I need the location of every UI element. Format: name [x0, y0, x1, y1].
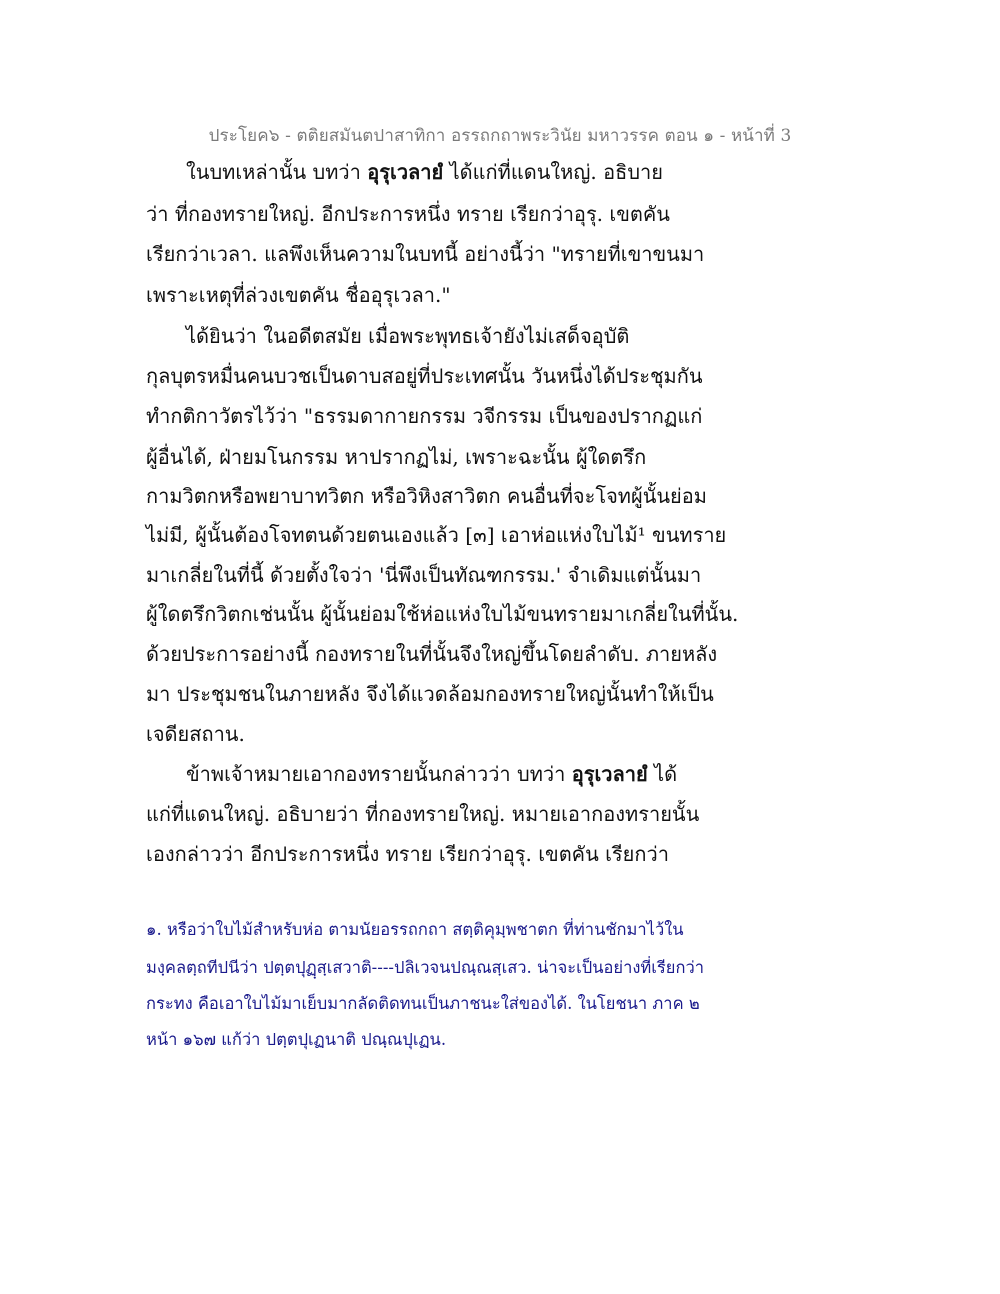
pali-term-bold: อุรุเวลายํ	[571, 762, 648, 786]
body-text: ได้แก่ที่แดนใหญ่. อธิบาย	[443, 160, 663, 184]
body-line: เจดียสถาน.	[146, 722, 245, 746]
body-line: ผู้ใดตรึกวิตกเช่นนั้น ผู้นั้นย่อมใช้ห่อแห่งใบไม้ขนทรายมาเกลี่ยในที่นั้น.	[146, 602, 739, 626]
body-line: มา ประชุมชนในภายหลัง จึงได้แวดล้อมกองทรายใหญ่นั้นทำให้เป็น	[146, 682, 714, 706]
footnote-line: กระทง คือเอาใบไม้มาเย็บมากลัดติดทนเป็นภาชนะใส่ของได้. ในโยชนา ภาค ๒	[146, 994, 700, 1013]
body-line: มาเกลี่ยในที่นี้ ด้วยตั้งใจว่า 'นี่พึงเป็นทัณฑกรรม.' จำเดิมแต่นั้นมา	[146, 563, 702, 587]
footnote-line: หน้า ๑๖๗ แก้ว่า ปตฺตปุเฏนาติ ปณฺณปุเฏน.	[146, 1030, 447, 1049]
body-line: ด้วยประการอย่างนี้ กองทรายในที่นั้นจึงใหญ่ขึ้นโดยลำดับ. ภายหลัง	[146, 642, 718, 666]
body-text: ข้าพเจ้าหมายเอากองทรายนั้นกล่าวว่า บทว่า	[186, 762, 572, 786]
running-header: ประโยค๖ - ตติยสมันตปาสาทิกา อรรถกถาพระวินัย มหาวรรค ตอน ๑ - หน้าที่ 3	[208, 126, 792, 146]
body-text: ในบทเหล่านั้น บทว่า	[186, 160, 368, 184]
body-line: ไม่มี, ผู้นั้นต้องโจทตนด้วยตนเองแล้ว [๓] เอาห่อแห่งใบไม้¹ ขนทราย	[146, 523, 727, 547]
body-line: ทำกติกาวัตรไว้ว่า "ธรรมดากายกรรม วจีกรรม เป็นของปรากฏแก่	[146, 404, 703, 428]
body-line: กามวิตกหรือพยาบาทวิตก หรือวิหิงสาวิตก คนอื่นที่จะโจทผู้นั้นย่อม	[146, 484, 707, 508]
body-line: ได้ยินว่า ในอดีตสมัย เมื่อพระพุทธเจ้ายังไม่เสด็จอุบัติ	[186, 324, 630, 348]
footnote-line: ๑. หรือว่าใบไม้สำหรับห่อ ตามนัยอรรถกถา สตฺติคุมฺพชาตก ที่ท่านชักมาไว้ใน	[146, 920, 684, 939]
pali-term-bold: อุรุเวลายํ	[367, 160, 444, 184]
body-text: ได้	[647, 762, 678, 786]
body-line: เรียกว่าเวลา. แลพึงเห็นความในบทนี้ อย่างนี้ว่า "ทรายที่เขาขนมา	[146, 242, 705, 266]
body-line: เพราะเหตุที่ล่วงเขตคัน ชื่ออุรุเวลา."	[146, 283, 451, 307]
body-line	[186, 158, 663, 186]
body-line: แก่ที่แดนใหญ่. อธิบายว่า ที่กองทรายใหญ่. หมายเอากองทรายนั้น	[146, 802, 700, 826]
body-line	[186, 760, 677, 788]
body-line: กุลบุตรหมื่นคนบวชเป็นดาบสอยู่ที่ประเทศนั้น วันหนึ่งได้ประชุมกัน	[146, 364, 703, 388]
footnote-line: มงฺคลตฺถทีปนีว่า ปตฺตปุฏฺสฺเสวาติ----ปลิเวจนปณฺณสฺเสว. น่าจะเป็นอย่างที่เรียกว่า	[146, 958, 704, 977]
body-line: เองกล่าวว่า อีกประการหนึ่ง ทราย เรียกว่าอุรุ. เขตคัน เรียกว่า	[146, 842, 669, 866]
body-line: ว่า ที่กองทรายใหญ่. อีกประการหนึ่ง ทราย เรียกว่าอุรุ. เขตคัน	[146, 202, 670, 226]
body-line: ผู้อื่นได้, ฝ่ายมโนกรรม หาปรากฏไม่, เพราะฉะนั้น ผู้ใดตรึก	[146, 445, 647, 469]
